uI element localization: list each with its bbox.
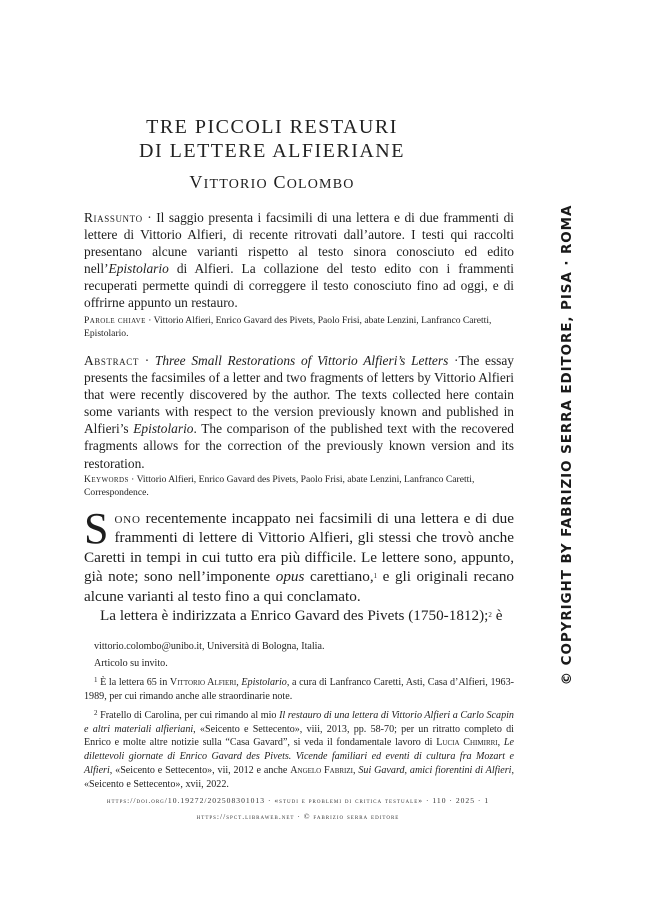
affiliation-note: vittorio.colombo@unibo.it, Università di Bologna, Italia.: [94, 641, 325, 652]
footer-site-line: https://spct.libraweb.net · © fabrizio serra editore: [196, 812, 400, 821]
footnote-2: $^2$ Fratello di Carolina, per cui rimando al mio Il restauro di una lettera di Vittorio Alfieri a Carlo Scapin e altri materiali alfieriani, «Seicento e Settecento», viii, 2013, pp. 58-70; per un ritratto completo di Enrico e molte altre notizie sulla “Casa Gavard”, si veda il fondamentale lavoro di Lucia Chimirri, Le dilettevoli giornate di Enrico Gavard des Pivets. Vicende familiari ed eventi di cultura fra Mozart e Alfieri, «Seicento e Settecento», vii, 2012 e anche Angelo Fabrizi, Sui Gavard, amici fiorentini di Alfieri, «Seicento e Settecento», xvii, 2022.: [84, 708, 515, 791]
parole-chiave-label: Parole chiave: [84, 315, 146, 326]
body-paragraph-1: Sono recentemente incappato nei facsimili di una lettera e di due frammenti di lettere di Vittorio Alfieri, gli stessi che trovò anche Caretti in tempi in cui tutto era più difficile. Le lettere sono, appunto, già note; sono nell’imponente opus carettiano,$^1$ e gli originali recano alcune varianti al testo fino a qui conclamato.: [84, 504, 515, 605]
copyright-notice: © COPYRIGHT BY FABRIZIO SERRA EDITORE, PISA · ROMA: [559, 204, 575, 686]
article-title-line-1: TRE PICCOLI RESTAURI: [146, 116, 398, 138]
footnote-ref-1: 1: [373, 572, 378, 581]
parole-chiave: Parole chiave · Vittorio Alfieri, Enrico Gavard des Pivets, Paolo Frisi, abate Lenzini, Lanfranco Caretti, Epistolario.: [84, 315, 492, 339]
footnote-1: $^1$ È la lettera 65 in Vittorio Alfieri, Epistolario, a cura di Lanfranco Caretti, Asti, Casa d’Alfieri, 1963-1989, per cui rimando anche alle straordinarie note.: [84, 675, 514, 702]
footnotes: [84, 640, 514, 795]
abstract-paragraph: Abstract · Three Small Restorations of Vittorio Alfieri’s Letters ·The essay presents the facsimiles of a letter and two fragments of letters by Vittorio Alfieri that were recently discovered by the author. The texts collected here contain some variants with respect to the version previously known and published in Alfieri’s Epistolario. The comparison of the published text with the recovered fragments allows for the correction of the previously known version and its restoration.: [84, 353, 515, 471]
footnote-ref-2: 2: [488, 611, 492, 620]
article-title-line-2: DI LETTERE ALFIERIANE: [139, 140, 405, 162]
copyright-sidebar: [545, 205, 589, 685]
riassunto-paragraph: Riassunto · Il saggio presenta i facsimili di una lettera e di due frammenti di lettere di Vittorio Alfieri, di recente ritrovati dall’autore. I testi qui raccolti presentano alcune varianti rispetto al testo sinora conosciuto ed edito nell’Epistolario di Alfieri. La collazione del testo edito con i frammenti recuperati permette quindi di correggere il testo conosciuto fino ad oggi, e di offrirne appunto un restauro.: [84, 210, 514, 311]
invited-note: Articolo su invito.: [94, 657, 168, 669]
body-text: [84, 504, 515, 625]
body-paragraph-2: La lettera è indirizzata a Enrico Gavard des Pivets (1750-1812);$^2$ è: [100, 607, 503, 625]
keywords-label: Keywords: [84, 474, 129, 485]
footer-doi-line: https://doi.org/10.19272/202508301013 · «studi e problemi di critica testuale» · 110 · 2025 · 1: [106, 796, 490, 805]
drop-cap: S: [84, 504, 109, 553]
author-name: VITTORIO COLOMBO: [189, 172, 355, 192]
abstract-label: Abstract: [84, 353, 139, 368]
keywords: Keywords · Vittorio Alfieri, Enrico Gavard des Pivets, Paolo Frisi, abate Lenzini, Lanfranco Caretti, Correspondence.: [84, 474, 475, 498]
riassunto-label: Riassunto: [84, 210, 143, 225]
